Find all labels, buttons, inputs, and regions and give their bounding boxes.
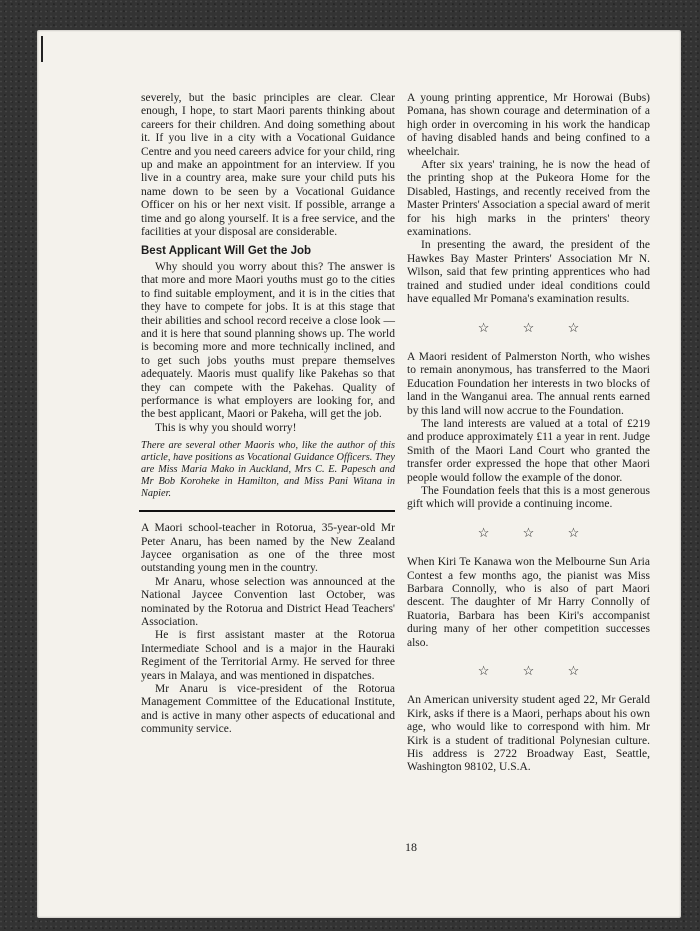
page-number: 18: [405, 840, 417, 854]
star-separator: ☆ ☆ ☆: [477, 663, 580, 679]
news-paragraph: When Kiri Te Kanawa won the Melbourne Sun Aria Contest a few months ago, the pianist was Miss Barbara Connolly, who is also of part Maori descent. The daughter of Mr Harry Connolly of Ruatoria, Barbara has been Kiri's accompanist during many of her other competition successes also.: [407, 556, 650, 649]
news-paragraph: An American university student aged 22, Mr Gerald Kirk, asks if there is a Maori, perhaps about his own age, who would like to correspond with him. Mr Kirk is a student of traditional Polynesian culture. His address is 2722 Broadway East, Seattle, Washington 98102, U.S.A.: [407, 694, 650, 774]
news-paragraph: He is first assistant master at the Rotorua Intermediate School and is a major in the Hauraki Regiment of the Territorial Army. He served for three years in Malaya, and was mentioned in dispatches.: [141, 629, 395, 682]
binding-mark: [41, 36, 43, 62]
left-column: [141, 92, 395, 737]
section-heading: Best Applicant Will Get the Job: [141, 245, 312, 258]
article-paragraph: severely, but the basic principles are clear. Clear enough, I hope, to start Maori parents thinking about careers for their children. And doing something about it. If you live in a city with a Vocational Guidance Centre and you need careers advice for your child, ring up and make an appointment for an interview. If you live in a country area, make sure your child puts his name down to be seen by a Vocational Guidance Officer on his or her next visit. If possible, arrange a time and go along yourself. It is a free service, and the facilities at your disposal are considerable.: [141, 92, 395, 239]
star-separator: ☆ ☆ ☆: [477, 319, 580, 335]
news-paragraph: After six years' training, he is now the head of the printing shop at the Pukeora Home for the Disabled, Hastings, and recently received from the Master Printers' Association a special award of merit for his high marks in the printers' theory examinations.: [407, 159, 650, 239]
article-paragraph: Why should you worry about this? The answer is that more and more Maori youths must go to the cities to find suitable employment, and it is in the cities that they have to compete for jobs. It is at this stage that their abilities and school record receive a close look —and it is here that sound planning shows up. The world is becoming more and more technically inclined, and to get such jobs youths must prepare themselves adequately. Maoris must qualify like Pakehas so that they can compete with the Pakehas. Quality of performance is what employers are looking for, and the best applicant, Maori or Pakeha, will get the job.: [141, 260, 395, 421]
news-paragraph: In presenting the award, the president of the Hawkes Bay Master Printers' Association Mr N. Wilson, said that few printing apprentices who had trained and studied under ideal conditions could have equalled Mr Pomana's examination results.: [407, 239, 650, 306]
news-paragraph: Mr Anaru is vice-president of the Rotorua Management Committee of the Educational Institute, and is active in many other aspects of educational and community service.: [141, 683, 395, 736]
news-paragraph: Mr Anaru, whose selection was announced at the National Jaycee Convention last October, was nominated by the Rotorua and District Head Teachers' Association.: [141, 575, 395, 628]
news-paragraph: A young printing apprentice, Mr Horowai (Bubs) Pomana, has shown courage and determination of a high order in overcoming in his work the handicap of having disabled hands and being confined to a wheelchair.: [407, 92, 650, 158]
author-note: There are several other Maoris who, like the author of this article, have positions as Vocational Guidance Officers. They are Miss Maria Mako in Auckland, Mrs C. E. Papesch and Mr Bob Koroheke in Hamilton, and Miss Pani Witana in Napier.: [141, 440, 395, 500]
news-paragraph: A Maori school-teacher in Rotorua, 35-year-old Mr Peter Anaru, has been named by the New Zealand Jaycee organisation as one of the three most outstanding young men in the country.: [141, 522, 395, 575]
article-paragraph: This is why you should worry!: [155, 421, 297, 434]
star-separator: ☆ ☆ ☆: [477, 524, 580, 540]
news-paragraph: The land interests are valued at a total of £219 and produce approximately £11 a year in rent. Judge Smith of the Maori Land Court who granted the transfer order expressed the hope that other Maori people would follow the example of the donor.: [407, 417, 650, 484]
news-paragraph: A Maori resident of Palmerston North, who wishes to remain anonymous, has transferred to the Maori Education Foundation her interests in two blocks of land in the Wanganui area. The annual rents earned by this land will now accrue to the Foundation.: [407, 350, 650, 417]
right-column: [407, 92, 650, 775]
section-divider: [139, 510, 395, 512]
news-paragraph: The Foundation feels that this is a most generous gift which will provide a continuing income.: [407, 484, 650, 511]
